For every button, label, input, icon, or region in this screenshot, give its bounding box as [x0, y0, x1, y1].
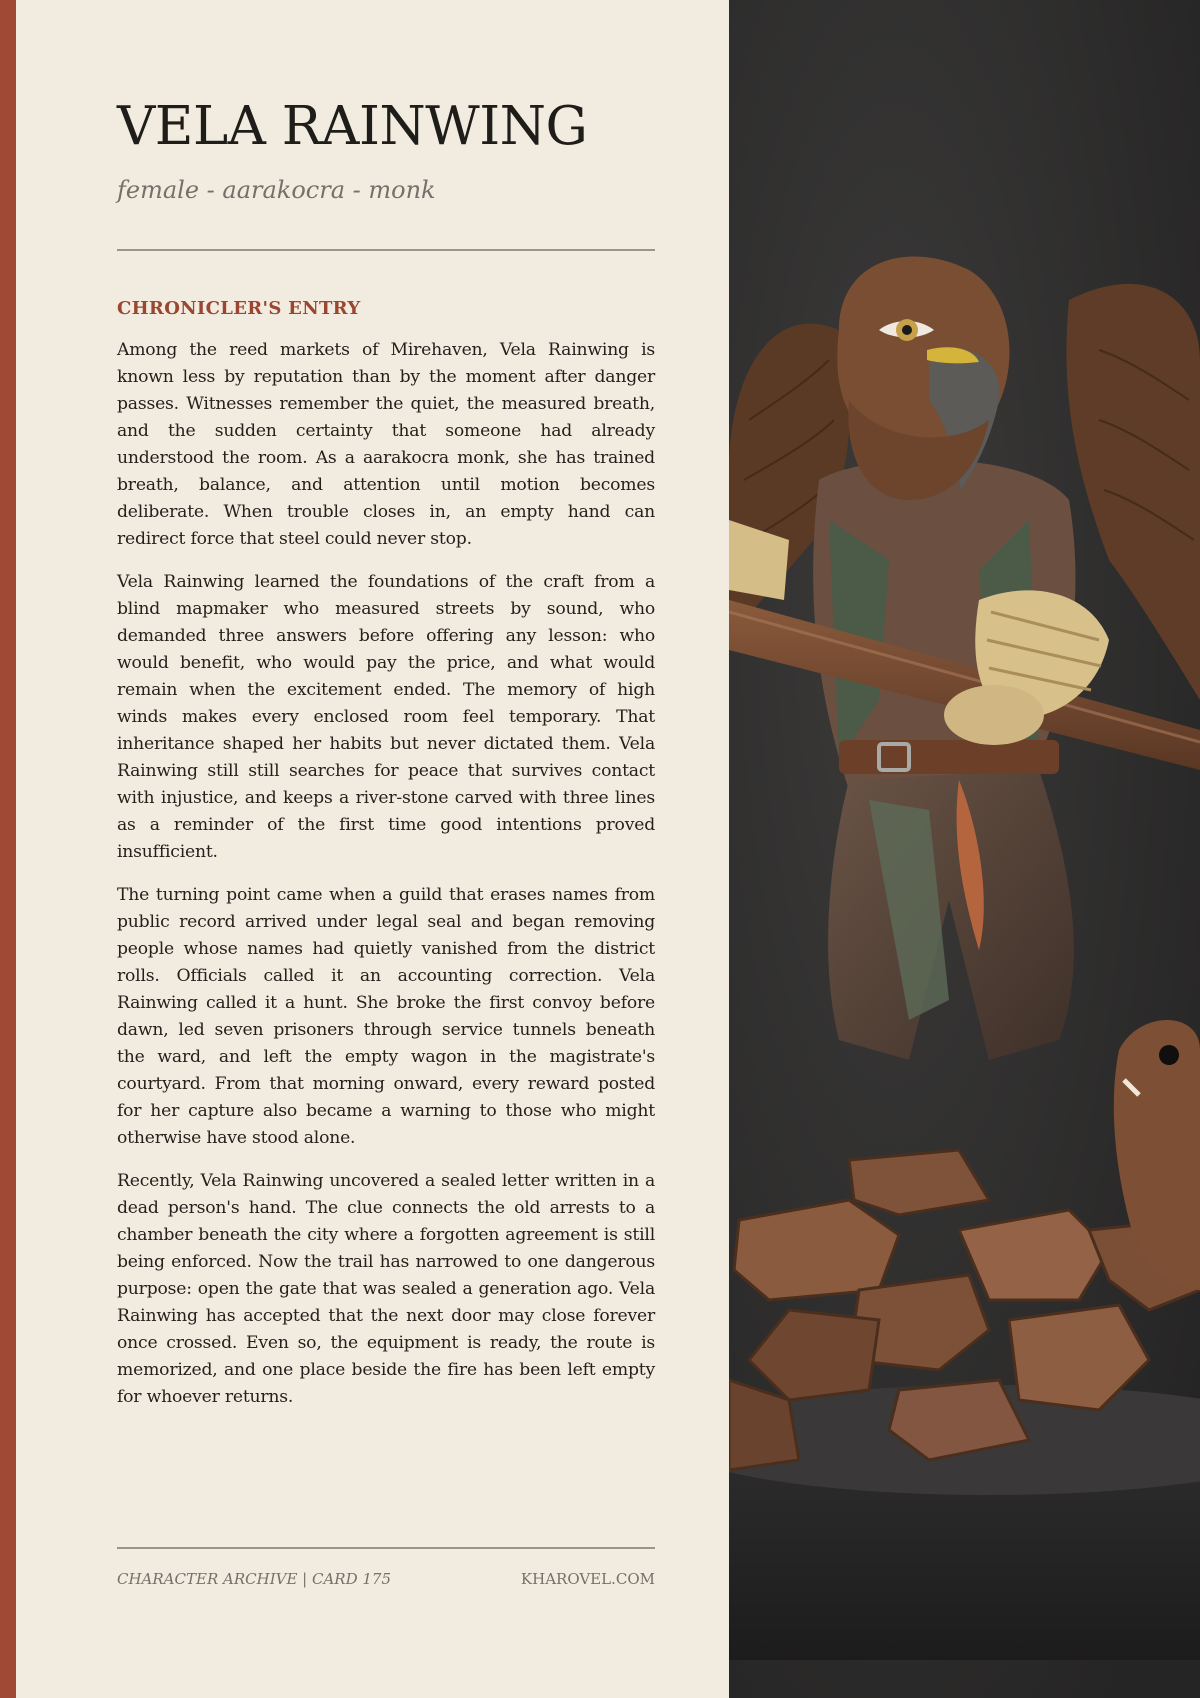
entry-paragraph: The turning point came when a guild that erases names from public record arrived under legal seal and began removing people whose names had quietly vanished from the district rolls. Officials called it an accounting correction. Vela Rainwing called it a hunt. She broke the first convoy before dawn, led seven prisoners through service tunnels beneath the ward, and left the empty wagon in the magistrate's courtyard. From that morning onward, every reward posted for her capture also became a warning to those who might otherwise have stood alone.	[117, 885, 655, 1148]
text-panel	[16, 0, 729, 1698]
character-illustration	[729, 0, 1200, 1698]
entry-paragraph: Recently, Vela Rainwing uncovered a sealed letter written in a dead person's hand. The clue connects the old arrests to a chamber beneath the city where a forgotten agreement is still being enforced. Now the trail has narrowed to one dangerous purpose: open the gate that was sealed a generation ago. Vela Rainwing has accepted that the next door may close forever once crossed. Even so, the equipment is ready, the route is memorized, and one place beside the fire has been left empty for whoever returns.	[117, 1171, 655, 1407]
divider-bottom	[117, 1547, 655, 1549]
entry-paragraph: Vela Rainwing learned the foundations of the craft from a blind mapmaker who measured streets by sound, who demanded three answers before offering any lesson: who would benefit, who would pay the price, and what would remain when the excitement ended. The memory of high winds makes every enclosed room feel temporary. That inheritance shaped her habits but never dictated them. Vela Rainwing still still searches for peace that survives contact with injustice, and keeps a river-stone carved with three lines as a reminder of the first time good intentions proved insufficient.	[117, 572, 655, 862]
bird-warrior-figure-icon	[729, 0, 1200, 1698]
entry-body	[117, 337, 655, 1427]
character-name: VELA RAINWING	[117, 96, 588, 157]
footer-archive-label: CHARACTER ARCHIVE | CARD 175	[117, 1570, 392, 1588]
divider-top	[117, 249, 655, 251]
section-heading: CHRONICLER'S ENTRY	[117, 298, 361, 319]
entry-paragraph: Among the reed markets of Mirehaven, Vela Rainwing is known less by reputation than by the moment after danger passes. Witnesses remember the quiet, the measured breath, and the sudden certainty that someone had already understood the room. As a aarakocra monk, she has trained breath, balance, and attention until motion becomes deliberate. When trouble closes in, an empty hand can redirect force that steel could never stop.	[117, 340, 655, 549]
footer-site-link[interactable]: KHAROVEL.COM	[520, 1570, 655, 1588]
character-descriptor: female - aarakocra - monk	[117, 176, 436, 204]
accent-bar	[0, 0, 16, 1698]
